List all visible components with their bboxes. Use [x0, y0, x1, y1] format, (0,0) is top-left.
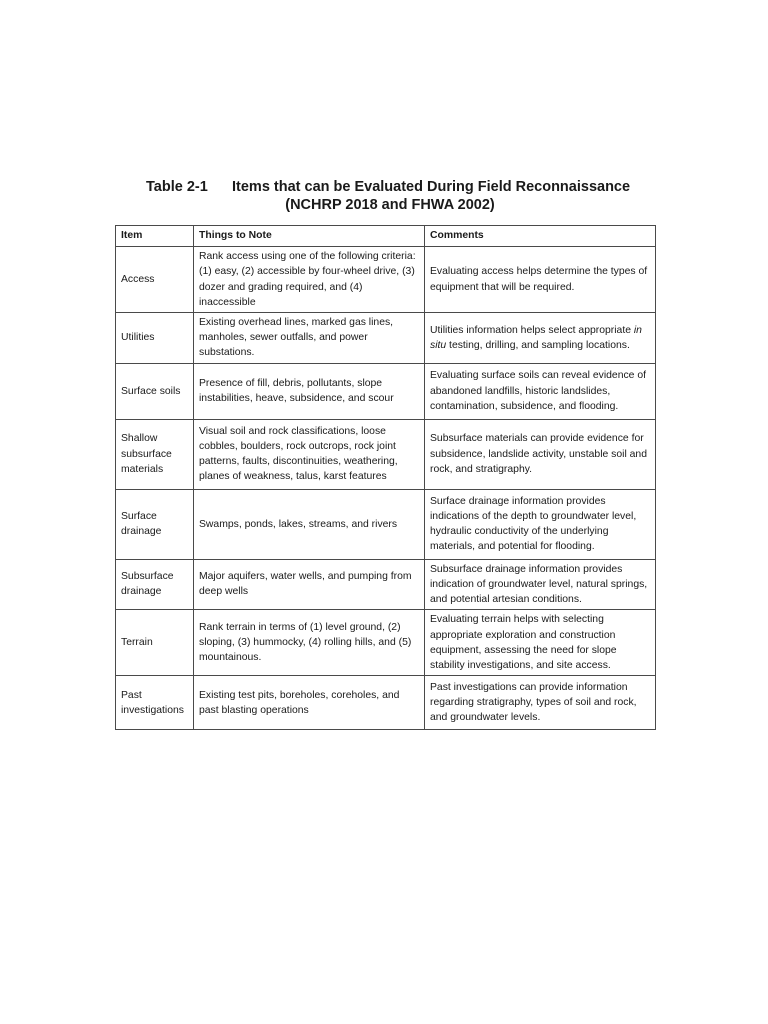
header-comments: Comments: [425, 226, 656, 247]
row-comment: Surface drainage information provides indications of the depth to groundwater level, hydraulic conductivity of the underlying materials, and potential for flooding.: [425, 489, 656, 559]
comment-text: Utilities information helps select appropriate: [430, 324, 634, 336]
row-comment: [425, 313, 656, 364]
row-note: Rank access using one of the following criteria: (1) easy, (2) accessible by four-wheel drive, (3) dozer and grading required, and (4) inaccessible: [194, 247, 425, 313]
comment-text: testing, drilling, and sampling locations.: [446, 339, 630, 351]
row-item: Access: [116, 247, 194, 313]
table-row: [116, 489, 656, 559]
row-comment: Evaluating access helps determine the types of equipment that will be required.: [425, 247, 656, 313]
table-row: [116, 247, 656, 313]
table-number: Table 2-1: [146, 179, 208, 195]
row-comment: Subsurface drainage information provides indication of groundwater level, natural springs, and potential artesian conditions.: [425, 559, 656, 610]
row-comment: Subsurface materials can provide evidence for subsidence, landslide activity, unstable soil and rock, and stratigraphy.: [425, 419, 656, 489]
row-note: Existing test pits, boreholes, coreholes, and past blasting operations: [194, 676, 425, 730]
table-row: [116, 559, 656, 610]
table-caption: [0, 178, 768, 214]
row-item: Surface drainage: [116, 489, 194, 559]
comment-italic-term: in situ: [430, 324, 642, 351]
row-item: Utilities: [116, 313, 194, 364]
row-note: Existing overhead lines, marked gas lines, manholes, sewer outfalls, and power substations.: [194, 313, 425, 364]
row-item: Subsurface drainage: [116, 559, 194, 610]
row-note: Swamps, ponds, lakes, streams, and rivers: [194, 489, 425, 559]
row-note: Major aquifers, water wells, and pumping from deep wells: [194, 559, 425, 610]
row-note: Presence of fill, debris, pollutants, slope instabilities, heave, subsidence, and scour: [194, 363, 425, 419]
row-comment: Past investigations can provide information regarding stratigraphy, types of soil and rock, and groundwater levels.: [425, 676, 656, 730]
row-comment: Evaluating surface soils can reveal evidence of abandoned landfills, historic landslides, contamination, subsidence, and flooding.: [425, 363, 656, 419]
row-note: Visual soil and rock classifications, loose cobbles, boulders, rock outcrops, rock joint patterns, faults, discontinuities, weathering, planes of weakness, talus, karst features: [194, 419, 425, 489]
table-subtitle: (NCHRP 2018 and FHWA 2002): [285, 197, 495, 213]
row-item: Surface soils: [116, 363, 194, 419]
row-item: Shallow subsurface materials: [116, 419, 194, 489]
table-row: [116, 676, 656, 730]
caption-line-1: [0, 178, 768, 196]
table-row: [116, 313, 656, 364]
table-row: [116, 419, 656, 489]
row-item: Terrain: [116, 610, 194, 676]
table-header-row: [116, 226, 656, 247]
field-reconnaissance-table: [115, 225, 656, 730]
row-item: Past investigations: [116, 676, 194, 730]
table-row: [116, 610, 656, 676]
row-comment: Evaluating terrain helps with selecting appropriate exploration and construction equipment, assessing the need for slope stability investigations, and site access.: [425, 610, 656, 676]
row-note: Rank terrain in terms of (1) level ground, (2) sloping, (3) hummocky, (4) rolling hills, and (5) mountainous.: [194, 610, 425, 676]
header-things-to-note: Things to Note: [194, 226, 425, 247]
table-row: [116, 363, 656, 419]
header-item: Item: [116, 226, 194, 247]
table-title: Items that can be Evaluated During Field Reconnaissance: [232, 179, 631, 195]
